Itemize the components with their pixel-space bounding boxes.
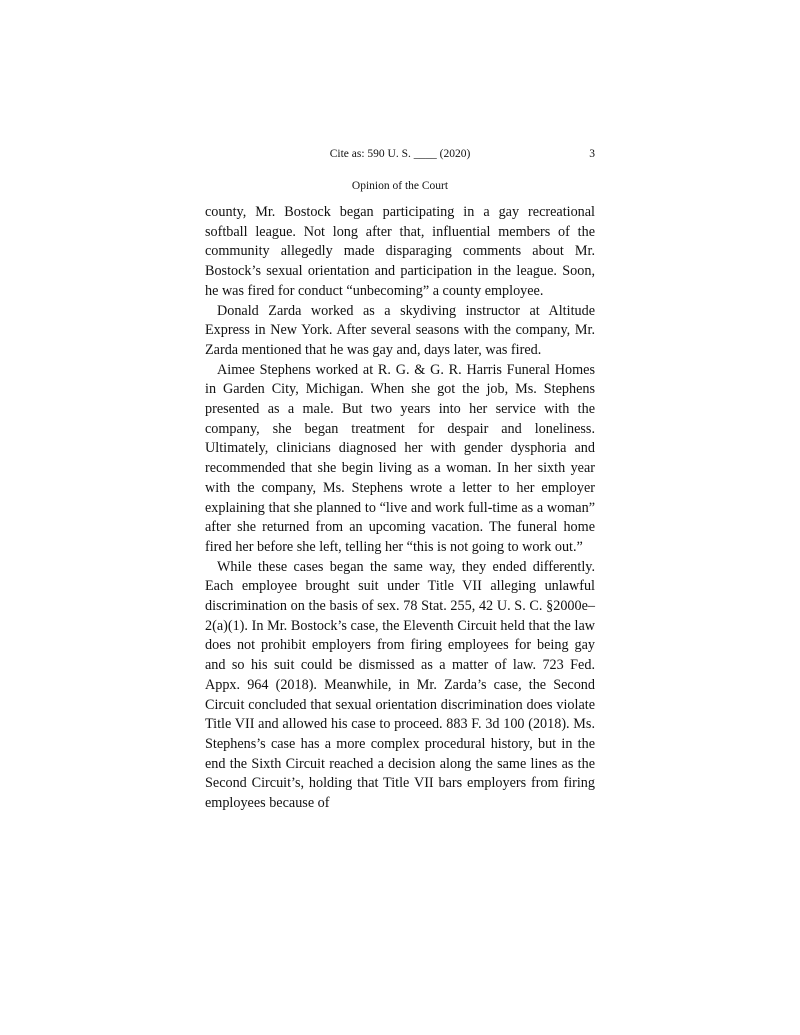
citation-header: Cite as: 590 U. S. ____ (2020) <box>329 148 471 160</box>
opinion-body <box>205 203 595 814</box>
page-number: 3 <box>589 148 595 160</box>
section-header: Opinion of the Court <box>351 180 449 192</box>
paragraph-bostock: county, Mr. Bostock began participating in a gay recreational softball league. Not long after that, influential members of the community allegedly made disparaging comments about Mr. Bostock’s sexual orientation and participation in the league. Soon, he was fired for conduct “unbecoming” a county employee. <box>205 204 595 299</box>
paragraph-zarda: Donald Zarda worked as a skydiving instructor at Altitude Express in New York. After several seasons with the company, Mr. Zarda mentioned that he was gay and, days later, was fired. <box>205 302 595 358</box>
paragraph-procedural-history: While these cases began the same way, they ended differently. Each employee brought suit under Title VII alleging unlawful discrimination on the basis of sex. 78 Stat. 255, 42 U. S. C. §2000e–2(a)(1). In Mr. Bostock’s case, the Eleventh Circuit held that the law does not prohibit employers from firing employees for being gay and so his suit could be dismissed as a matter of law. 723 Fed. Appx. 964 (2018). Meanwhile, in Mr. Zarda’s case, the Second Circuit concluded that sexual orientation discrimination does violate Title VII and allowed his case to proceed. 883 F. 3d 100 (2018). Ms. Stephens’s case has a more complex procedural history, but in the end the Sixth Circuit reached a decision along the same lines as the Second Circuit’s, holding that Title VII bars employers from firing employees because of <box>205 558 595 812</box>
running-header <box>205 148 595 168</box>
paragraph-stephens: Aimee Stephens worked at R. G. & G. R. Harris Funeral Homes in Garden City, Michigan. When she got the job, Ms. Stephens presented as a male. But two years into her service with the company, she began treatment for despair and loneliness. Ultimately, clinicians diagnosed her with gender dysphoria and recommended that she begin living as a woman. In her sixth year with the company, Ms. Stephens wrote a letter to her employer explaining that she planned to “live and work full-time as a woman” after she returned from an upcoming vacation. The funeral home fired her before she left, telling her “this is not going to work out.” <box>205 361 595 555</box>
